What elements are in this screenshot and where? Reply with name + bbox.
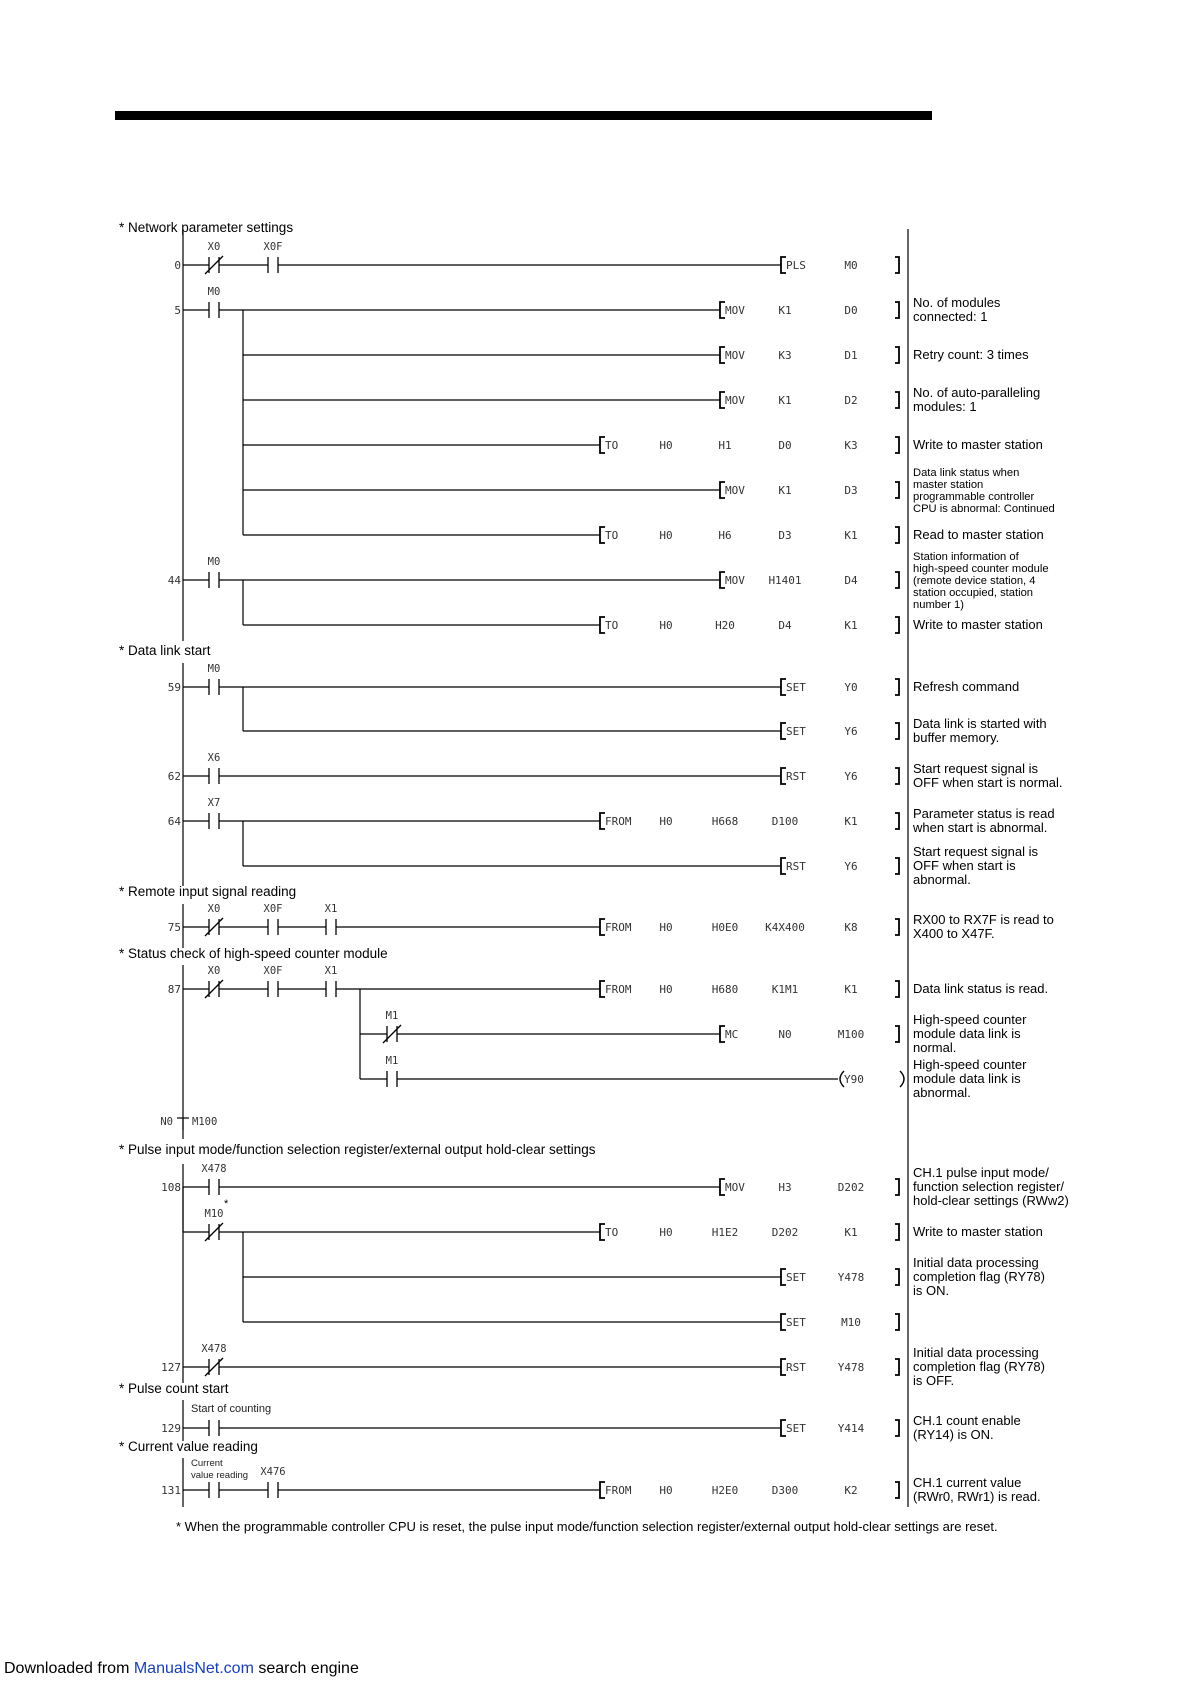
instruction-operand: H668: [711, 815, 739, 828]
instruction-opcode: MOV: [725, 1181, 745, 1194]
page-footer: [4, 1660, 359, 1678]
instruction-bracket-right: [895, 1482, 899, 1498]
instruction-bracket-right: [895, 1224, 899, 1240]
instruction-opcode: MC: [725, 1028, 739, 1041]
comment-line: CPU is abnormal: Continued: [913, 503, 1055, 515]
contact-label: X478: [201, 1343, 227, 1355]
instruction-opcode: SET: [786, 1271, 806, 1284]
comment-line: CH.1 current value: [913, 1475, 1022, 1490]
instruction-bracket-right: [895, 768, 899, 784]
instruction-operand: N0: [778, 1028, 792, 1041]
footer-link[interactable]: ManualsNet.com: [133, 1660, 254, 1677]
footnote-marker: *: [224, 1198, 229, 1210]
mc-nesting: N0: [160, 1116, 173, 1128]
instruction-operand: K1: [778, 394, 792, 407]
comment-line: is OFF.: [913, 1373, 955, 1388]
step-number: 62: [167, 770, 181, 783]
comment-line: programmable controller: [913, 491, 1035, 503]
comment-line: High-speed counter: [913, 1012, 1027, 1027]
instruction-operand: Y414: [837, 1422, 865, 1435]
instruction-operand: H0E0: [711, 921, 739, 934]
comment-line: Refresh command: [913, 679, 1020, 694]
comment-line: Station information of: [913, 551, 1019, 563]
section-title: * Pulse count start: [119, 1381, 229, 1396]
instruction-opcode: SET: [786, 725, 806, 738]
instruction-operand: H1E2: [711, 1226, 739, 1239]
instruction-opcode: RST: [786, 770, 806, 783]
instruction-opcode: MOV: [725, 349, 745, 362]
mc-device: M100: [192, 1116, 218, 1128]
contact-label: X0: [207, 903, 221, 915]
instruction-operand: K3: [844, 439, 858, 452]
instruction-operand: H3: [778, 1181, 792, 1194]
contact-label: X0F: [263, 241, 283, 253]
instruction-bracket-right: [895, 482, 899, 498]
instruction-opcode: TO: [605, 439, 619, 452]
comment-line: normal.: [913, 1040, 957, 1055]
comment-line: RX00 to RX7F is read to: [913, 912, 1054, 927]
footnote: * When the programmable controller CPU is reset, the pulse input mode/function selection register/external output hold-clear settings are reset.: [176, 1519, 998, 1534]
contact-label: X0: [207, 241, 221, 253]
step-number: 75: [167, 921, 181, 934]
contact-label: X0F: [263, 903, 283, 915]
instruction-operand: K1: [844, 619, 858, 632]
section-title: * Network parameter settings: [119, 220, 294, 235]
comment-line: high-speed counter module: [913, 563, 1049, 575]
contact-label: X476: [260, 1466, 286, 1478]
instruction-operand: H680: [711, 983, 739, 996]
comment-line: is ON.: [913, 1283, 950, 1298]
comment-line: Initial data processing: [913, 1345, 1039, 1360]
instruction-bracket-right: [895, 813, 899, 829]
instruction-opcode: RST: [786, 860, 806, 873]
instruction-opcode: SET: [786, 1316, 806, 1329]
instruction-operand: K1: [844, 529, 858, 542]
comment-line: No. of modules: [913, 295, 1001, 310]
instruction-operand: H2E0: [711, 1484, 739, 1497]
contact-label: M0: [207, 286, 221, 298]
instruction-opcode: FROM: [605, 921, 632, 934]
contact-label: [191, 1458, 248, 1481]
instruction-bracket-right: [895, 858, 899, 874]
comment-line: Data link status when: [913, 467, 1020, 479]
instruction-bracket-right: [895, 437, 899, 453]
instruction-operand: K8: [844, 921, 858, 934]
instruction-bracket-right: [895, 572, 899, 588]
comment-line: Start request signal is: [913, 844, 1039, 859]
instruction-operand: K2: [844, 1484, 858, 1497]
instruction-operand: H0: [659, 815, 673, 828]
instruction-operand: D2: [844, 394, 858, 407]
section-title: * Status check of high-speed counter module: [119, 946, 388, 961]
instruction-opcode: SET: [786, 1422, 806, 1435]
step-number: 108: [161, 1181, 181, 1194]
instruction-operand: D100: [771, 815, 799, 828]
instruction-operand: Y478: [837, 1361, 865, 1374]
contact-label: X0F: [263, 965, 283, 977]
instruction-opcode: RST: [786, 1361, 806, 1374]
instruction-opcode: FROM: [605, 983, 632, 996]
comment-line: module data link is: [913, 1071, 1021, 1086]
instruction-operand: D4: [844, 574, 858, 587]
instruction-operand: K3: [778, 349, 792, 362]
step-number: 5: [174, 304, 181, 317]
instruction-bracket-right: [895, 1420, 899, 1436]
instruction-bracket-right: [895, 257, 899, 273]
step-number: 129: [161, 1422, 181, 1435]
instruction-bracket-right: [895, 679, 899, 695]
instruction-operand: K1M1: [771, 983, 799, 996]
instruction-operand: D3: [844, 484, 858, 497]
instruction-operand: K1: [844, 815, 858, 828]
instruction-opcode: TO: [605, 619, 619, 632]
comment-line: buffer memory.: [913, 730, 1000, 745]
instruction-bracket-right: [895, 347, 899, 363]
comment-line: (RY14) is ON.: [913, 1427, 994, 1442]
instruction-operand: H6: [718, 529, 732, 542]
instruction-opcode: MOV: [725, 574, 745, 587]
contact-label: M1: [385, 1055, 399, 1067]
instruction-operand: D300: [771, 1484, 799, 1497]
contact-label: X1: [324, 965, 338, 977]
comment-line: function selection register/: [913, 1179, 1065, 1194]
instruction-operand: M0: [844, 259, 858, 272]
comment-line: connected: 1: [913, 309, 988, 324]
comment-line: Write to master station: [913, 437, 1043, 452]
coil-right: [900, 1071, 904, 1087]
instruction-opcode: MOV: [725, 394, 745, 407]
instruction-operand: D4: [778, 619, 792, 632]
instruction-opcode: PLS: [786, 259, 806, 272]
step-number: 44: [167, 574, 181, 587]
instruction-operand: D202: [837, 1181, 865, 1194]
instruction-operand: H0: [659, 619, 673, 632]
contact-label: X7: [207, 797, 221, 809]
instruction-bracket-right: [895, 1314, 899, 1330]
instruction-operand: D1: [844, 349, 858, 362]
comment-line: Data link status is read.: [913, 981, 1049, 996]
instruction-operand: M10: [841, 1316, 861, 1329]
comment-line: abnormal.: [913, 1085, 971, 1100]
instruction-bracket-right: [895, 617, 899, 633]
comment-line: High-speed counter: [913, 1057, 1027, 1072]
instruction-operand: D0: [778, 439, 792, 452]
instruction-bracket-right: [895, 723, 899, 739]
instruction-operand: H20: [715, 619, 735, 632]
instruction-operand: D202: [771, 1226, 799, 1239]
comment-line: modules: 1: [913, 399, 977, 414]
instruction-operand: H0: [659, 983, 673, 996]
contact-label: M1: [385, 1010, 399, 1022]
comment-line: module data link is: [913, 1026, 1021, 1041]
instruction-opcode: TO: [605, 1226, 619, 1239]
instruction-bracket-right: [895, 919, 899, 935]
instruction-operand: D0: [844, 304, 858, 317]
comment-line: Write to master station: [913, 617, 1043, 632]
comment-line: OFF when start is: [913, 858, 1016, 873]
contact-label: M10: [204, 1208, 224, 1220]
contact-label: X6: [207, 752, 221, 764]
instruction-operand: H1: [718, 439, 732, 452]
instruction-operand: Y6: [844, 860, 858, 873]
comment-line: Data link is started with: [913, 716, 1047, 731]
instruction-operand: K1: [778, 484, 792, 497]
comment-line: OFF when start is normal.: [913, 775, 1063, 790]
comment-line: Initial data processing: [913, 1255, 1039, 1270]
instruction-opcode: SET: [786, 681, 806, 694]
instruction-operand: Y0: [844, 681, 858, 694]
instruction-operand: K1: [778, 304, 792, 317]
instruction-operand: H0: [659, 921, 673, 934]
coil-device: Y90: [844, 1073, 864, 1086]
step-number: 87: [167, 983, 181, 996]
contact-label: X0: [207, 965, 221, 977]
instruction-operand: K1: [844, 983, 858, 996]
footer-suffix: search engine: [253, 1660, 359, 1677]
instruction-operand: Y6: [844, 725, 858, 738]
comment-line: hold-clear settings (RWw2): [913, 1193, 1069, 1208]
contact-label: M0: [207, 663, 221, 675]
step-number: 131: [161, 1484, 181, 1497]
comment-line: Read to master station: [913, 527, 1044, 542]
comment-line: CH.1 count enable: [913, 1413, 1021, 1428]
instruction-opcode: FROM: [605, 1484, 632, 1497]
instruction-operand: H1401: [768, 574, 802, 587]
comment-line: completion flag (RY78): [913, 1359, 1045, 1374]
contact-label: X1: [324, 903, 338, 915]
instruction-operand: H0: [659, 1226, 673, 1239]
section-title: * Remote input signal reading: [119, 884, 297, 899]
comment-line: completion flag (RY78): [913, 1269, 1045, 1284]
instruction-operand: M100: [837, 1028, 865, 1041]
comment-line: Retry count: 3 times: [913, 347, 1029, 362]
instruction-operand: H0: [659, 529, 673, 542]
instruction-operand: Y478: [837, 1271, 865, 1284]
comment-line: when start is abnormal.: [913, 820, 1048, 835]
instruction-bracket-right: [895, 392, 899, 408]
instruction-bracket-right: [895, 981, 899, 997]
contact-label-line: value reading: [191, 1470, 249, 1481]
instruction-bracket-right: [895, 1359, 899, 1375]
comment-line: abnormal.: [913, 872, 971, 887]
step-number: 64: [167, 815, 181, 828]
instruction-bracket-right: [895, 1179, 899, 1195]
instruction-opcode: TO: [605, 529, 619, 542]
instruction-operand: H0: [659, 1484, 673, 1497]
instruction-bracket-right: [895, 527, 899, 543]
instruction-operand: K4X400: [765, 921, 805, 934]
contact-label: Start of counting: [191, 1403, 272, 1415]
comment-line: X400 to X47F.: [913, 926, 995, 941]
comment-line: (RWr0, RWr1) is read.: [913, 1489, 1041, 1504]
step-number: 59: [167, 681, 181, 694]
instruction-opcode: MOV: [725, 484, 745, 497]
instruction-bracket-right: [895, 302, 899, 318]
instruction-bracket-right: [895, 1269, 899, 1285]
instruction-bracket-right: [895, 1026, 899, 1042]
comment-line: (remote device station, 4: [913, 575, 1036, 587]
step-number: 0: [174, 259, 181, 272]
contact-label: X478: [201, 1163, 227, 1175]
contact-label: M0: [207, 556, 221, 568]
comment-line: station occupied, station: [913, 587, 1034, 599]
comment-line: Start request signal is: [913, 761, 1039, 776]
instruction-operand: H0: [659, 439, 673, 452]
instruction-opcode: FROM: [605, 815, 632, 828]
comment-line: No. of auto-paralleling: [913, 385, 1041, 400]
step-number: 127: [161, 1361, 181, 1374]
comment-line: master station: [913, 479, 984, 491]
comment-line: number 1): [913, 599, 964, 611]
comment-line: Parameter status is read: [913, 806, 1055, 821]
comment-line: Write to master station: [913, 1224, 1043, 1239]
section-title: * Data link start: [119, 643, 211, 658]
section-title: * Current value reading: [119, 1439, 258, 1454]
instruction-operand: K1: [844, 1226, 858, 1239]
contact-label-line: Current: [191, 1458, 223, 1469]
footer-prefix: Downloaded from: [4, 1660, 134, 1677]
instruction-operand: Y6: [844, 770, 858, 783]
instruction-operand: D3: [778, 529, 792, 542]
section-title: * Pulse input mode/function selection register/external output hold-clear settings: [119, 1142, 596, 1157]
instruction-opcode: MOV: [725, 304, 745, 317]
comment-line: CH.1 pulse input mode/: [913, 1165, 1049, 1180]
